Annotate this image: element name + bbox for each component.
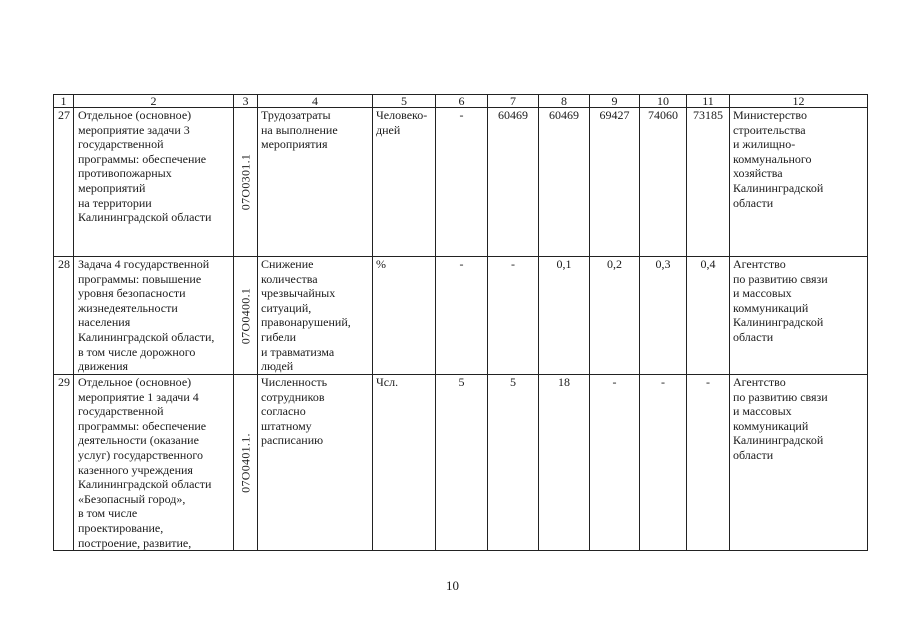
responsible-body: Агентство по развитию связи и массовых коммуникаций Калининградской области [730, 257, 868, 375]
indicators-table [53, 94, 868, 551]
header-cell: 7 [488, 95, 539, 108]
measure-name: Отдельное (основное) мероприятие 1 задачи 4 государственной программы: обеспечение деятельности (оказание услуг) государственного казенного учреждения Калининградской области «Безопасный город», в том числе проектирование, построение, развитие, [74, 375, 234, 551]
indicator-name: Численность сотрудников согласно штатному расписанию [258, 375, 373, 551]
row-number: 28 [54, 257, 74, 375]
value-col11: 73185 [687, 108, 730, 257]
value-col9: 0,2 [590, 257, 640, 375]
row-number: 27 [54, 108, 74, 257]
value-col7: 60469 [488, 108, 539, 257]
measure-name: Отдельное (основное) мероприятие задачи 3 государственной программы: обеспечение противопожарных мероприятий на территории Калининградской области [74, 108, 234, 257]
header-cell: 10 [640, 95, 687, 108]
header-cell: 3 [234, 95, 258, 108]
value-col6: - [436, 108, 488, 257]
header-cell: 5 [373, 95, 436, 108]
value-col6: 5 [436, 375, 488, 551]
header-cell: 8 [539, 95, 590, 108]
value-col8: 18 [539, 375, 590, 551]
budget-code: 07О0401.1. [238, 432, 253, 493]
value-col7: 5 [488, 375, 539, 551]
unit: % [373, 257, 436, 375]
budget-code: 07О0400.1 [238, 287, 253, 344]
code-cell [234, 257, 258, 375]
value-col10: - [640, 375, 687, 551]
table-header-row [54, 95, 868, 108]
code-cell [234, 375, 258, 551]
value-col9: 69427 [590, 108, 640, 257]
value-col11: - [687, 375, 730, 551]
indicator-name: Трудозатраты на выполнение мероприятия [258, 108, 373, 257]
value-col10: 0,3 [640, 257, 687, 375]
measure-name: Задача 4 государственной программы: повышение уровня безопасности жизнедеятельности населения Калининградской области, в том числе дорожного движения [74, 257, 234, 375]
header-cell: 2 [74, 95, 234, 108]
value-col10: 74060 [640, 108, 687, 257]
value-col7: - [488, 257, 539, 375]
value-col8: 0,1 [539, 257, 590, 375]
header-cell: 4 [258, 95, 373, 108]
header-cell: 1 [54, 95, 74, 108]
value-col9: - [590, 375, 640, 551]
code-cell [234, 108, 258, 257]
header-cell: 11 [687, 95, 730, 108]
page-number: 10 [446, 578, 459, 593]
header-cell: 9 [590, 95, 640, 108]
value-col8: 60469 [539, 108, 590, 257]
table-row [54, 108, 868, 257]
table-row [54, 257, 868, 375]
responsible-body: Министерство строительства и жилищно- коммунального хозяйства Калининградской области [730, 108, 868, 257]
header-cell: 6 [436, 95, 488, 108]
header-cell: 12 [730, 95, 868, 108]
row-number: 29 [54, 375, 74, 551]
value-col11: 0,4 [687, 257, 730, 375]
table-row [54, 375, 868, 551]
unit: Человеко- дней [373, 108, 436, 257]
indicator-name: Снижение количества чрезвычайных ситуаций, правонарушений, гибели и травматизма людей [258, 257, 373, 375]
responsible-body: Агентство по развитию связи и массовых коммуникаций Калининградской области [730, 375, 868, 551]
value-col6: - [436, 257, 488, 375]
unit: Чсл. [373, 375, 436, 551]
budget-code: 07О0301.1 [238, 153, 253, 211]
